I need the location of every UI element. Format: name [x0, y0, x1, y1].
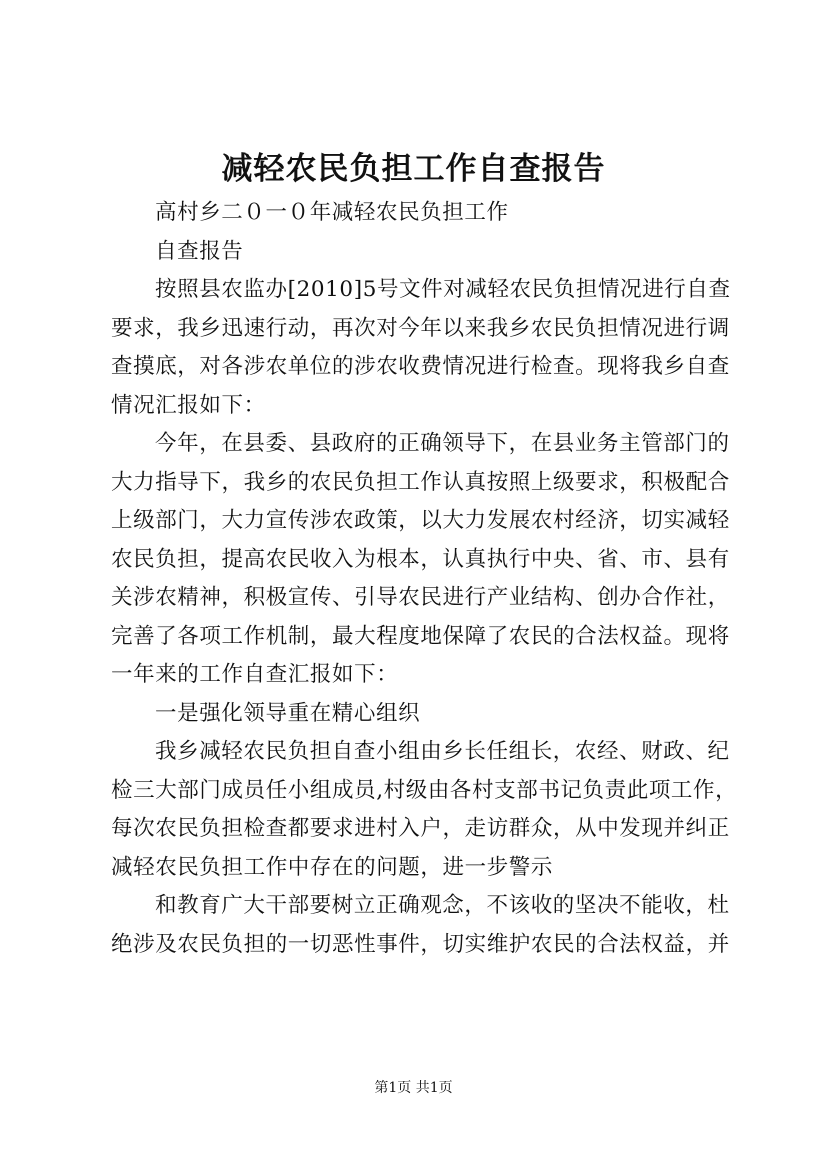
body-line: 每次农民负担检查都要求进村入户，走访群众，从中发现并纠正	[111, 816, 730, 841]
document-title: 减轻农民负担工作自查报告	[221, 151, 606, 187]
body-line: 今年，在县委、县政府的正确领导下，在县业务主管部门的	[155, 431, 730, 456]
body-line: 检三大部门成员任小组成员,村级由各村支部书记负责此项工作，	[111, 777, 738, 803]
body-line: 和教育广大干部要树立正确观念，不该收的坚决不能收，杜	[155, 893, 730, 918]
body-line: 我乡减轻农民负担自查小组由乡长任组长，农经、财政、纪	[155, 739, 730, 764]
body-line: 查摸底，对各涉农单位的涉农收费情况进行检查。现将我乡自查	[111, 354, 730, 379]
body-line: 农民负担，提高农民收入为根本，认真执行中央、省、市、县有	[111, 546, 730, 572]
body-line: 绝涉及农民负担的一切恶性事件，切实维护农民的合法权益，并	[111, 931, 730, 957]
body-line: 情况汇报如下：	[111, 392, 266, 418]
body-line: 自查报告	[155, 238, 244, 264]
body-line: 大力指导下，我乡的农民负担工作认真按照上级要求，积极配合	[111, 469, 730, 495]
body-line: 高村乡二０一０年减轻农民负担工作	[155, 200, 509, 225]
body-line: 要求，我乡迅速行动，再次对今年以来我乡农民负担情况进行调	[111, 315, 730, 341]
body-line: 一是强化领导重在精心组织	[155, 700, 421, 726]
body-line: 完善了各项工作机制，最大程度地保障了农民的合法权益。现将	[111, 623, 730, 649]
body-line: 上级部门，大力宣传涉农政策，以大力发展农村经济，切实减轻	[111, 508, 730, 533]
body-line: 关涉农精神，积极宣传、引导农民进行产业结构、创办合作社，	[111, 585, 730, 610]
body-line: 减轻农民负担工作中存在的问题，进一步警示	[111, 854, 554, 880]
page-number-footer: 第1页 共1页	[374, 1080, 453, 1096]
document-body	[111, 194, 738, 964]
body-line: 按照县农监办[2010]5号文件对减轻农民负担情况进行自查	[155, 277, 731, 302]
body-line: 一年来的工作自查汇报如下：	[111, 662, 399, 687]
